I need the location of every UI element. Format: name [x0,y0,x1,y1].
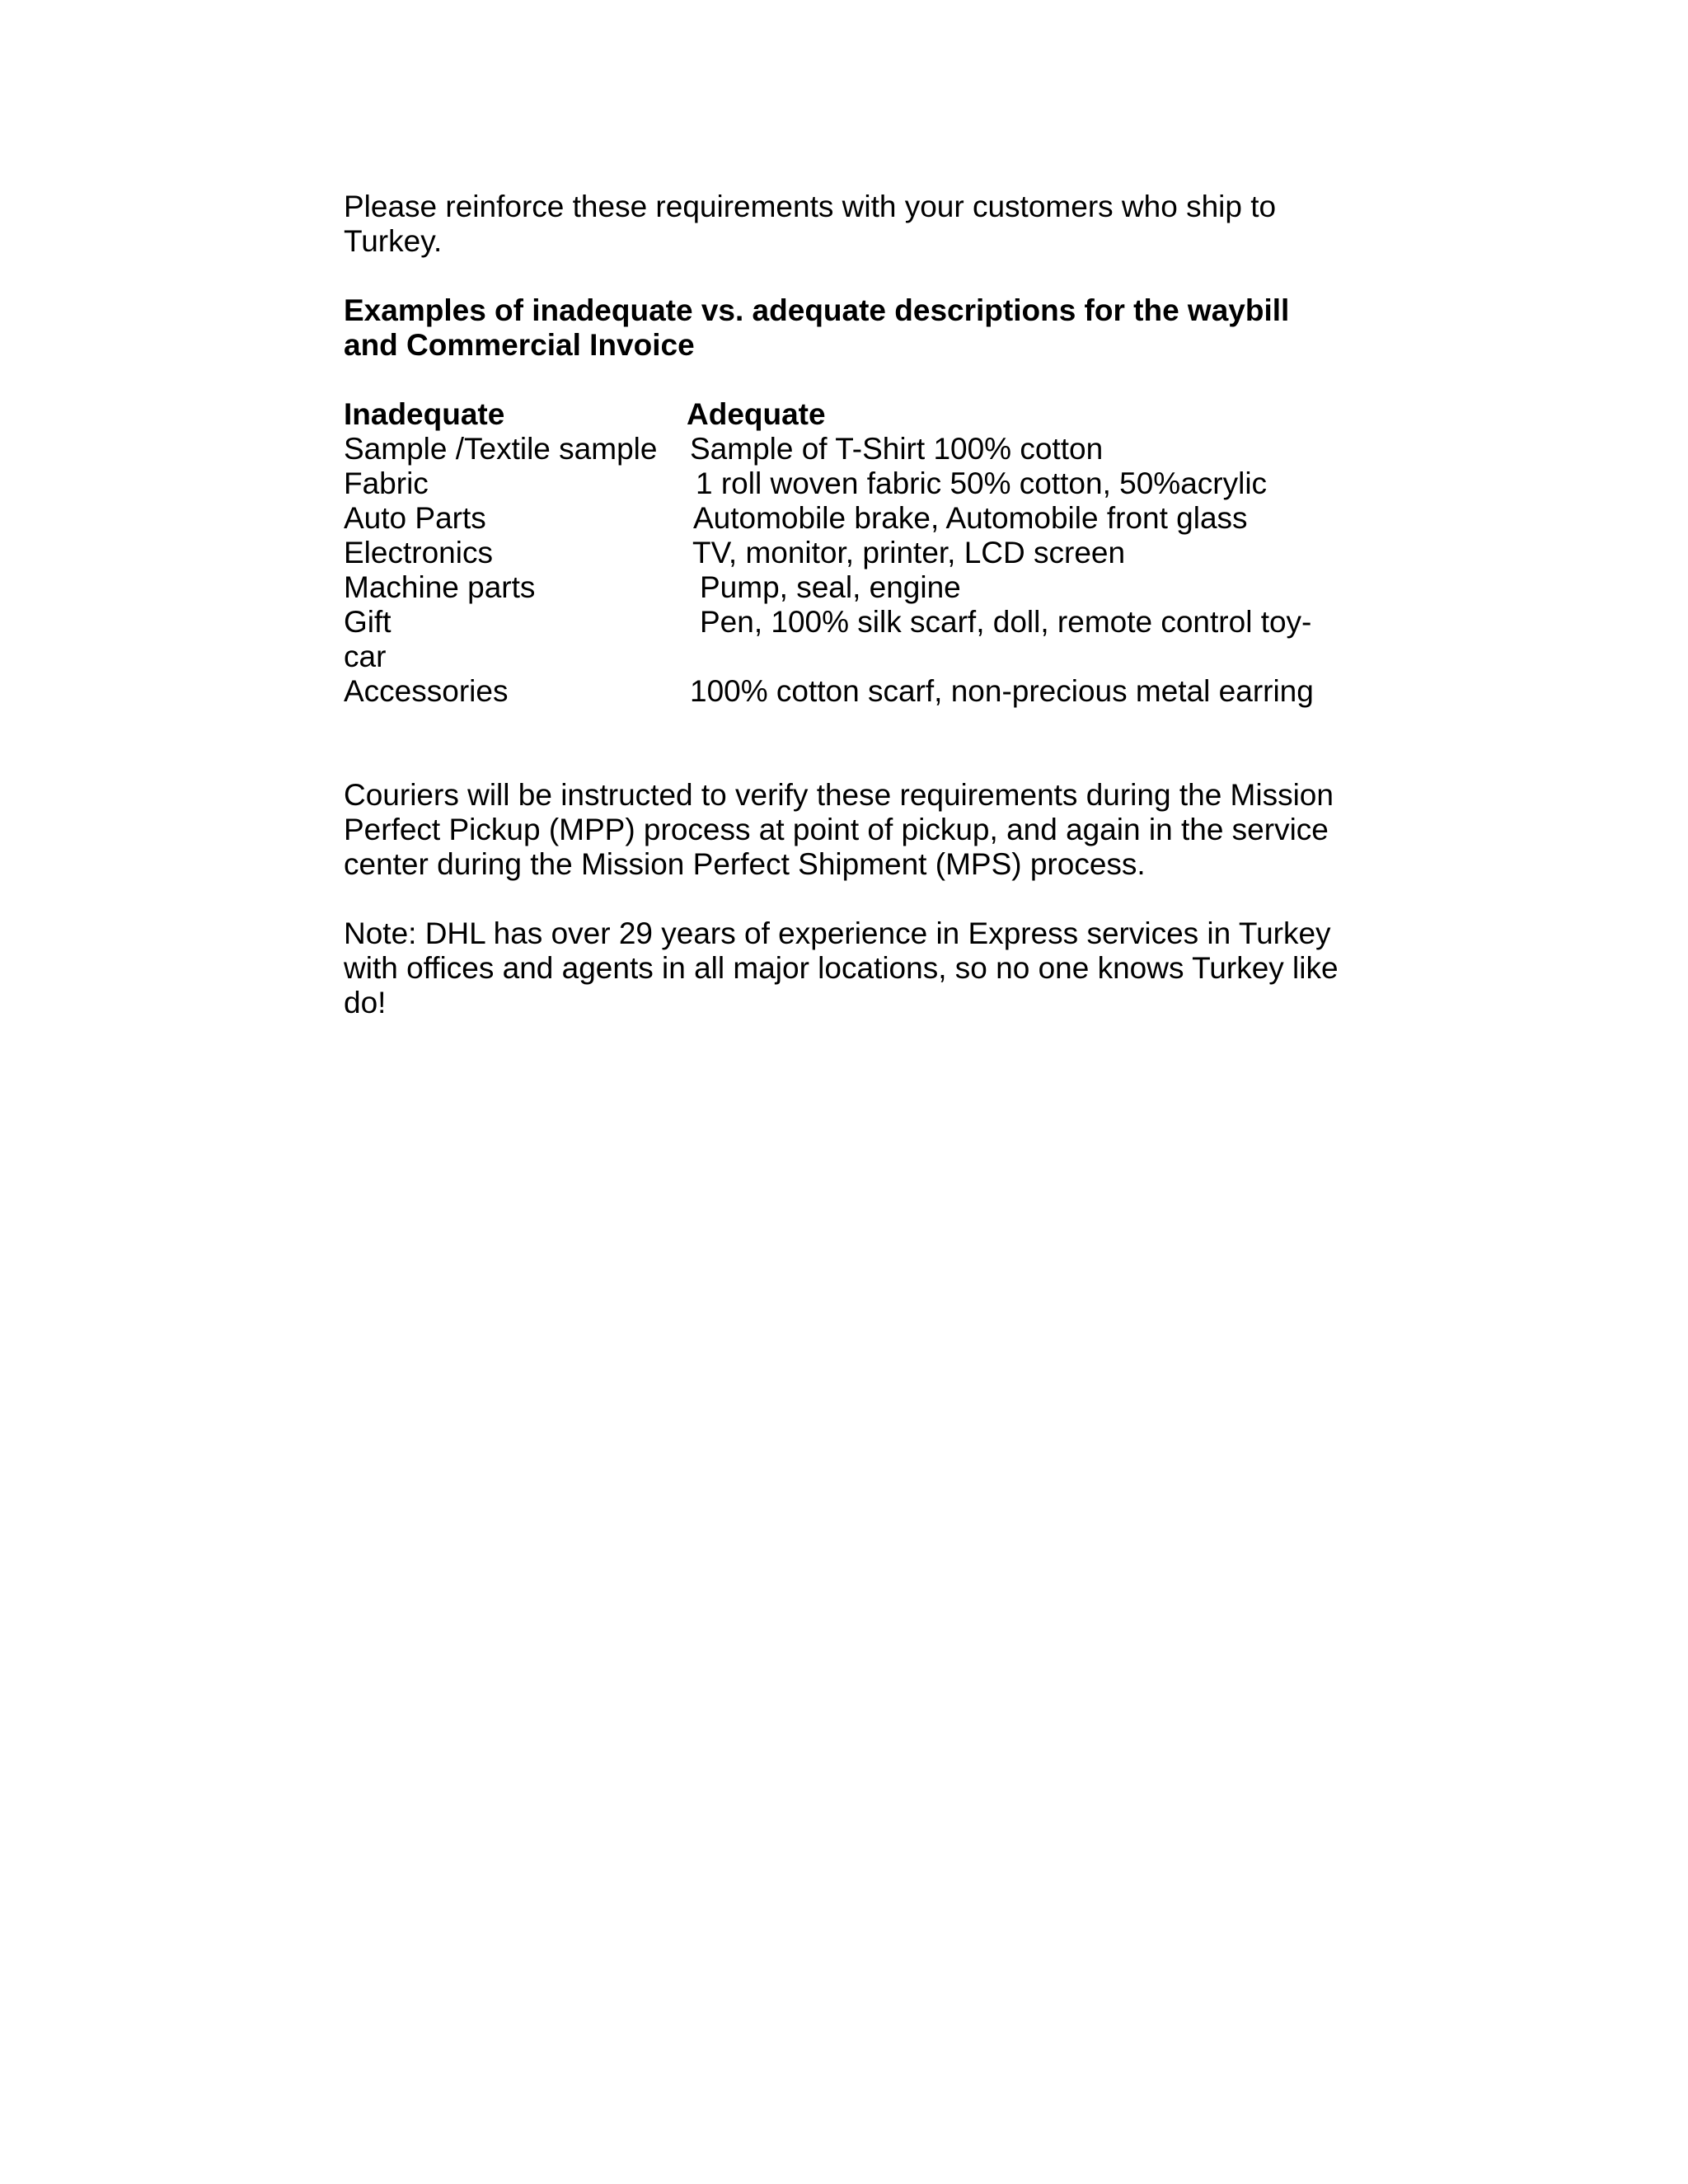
table-row [344,674,1366,709]
inadequate-cell: car [344,640,387,673]
note-paragraph [344,916,1366,1020]
note-line-2: with offices and agents in all major locations, so no one knows Turkey like [344,951,1339,985]
inadequate-cell: Fabric [344,466,429,500]
table-row [344,501,1366,536]
inadequate-cell: Auto Parts [344,501,486,535]
adequate-column-header: Adequate [687,397,826,431]
couriers-line-1: Couriers will be instructed to verify these requirements during the Mission [344,778,1334,812]
adequate-cell: 1 roll woven fabric 50% cotton, 50%acrylic [696,466,1268,500]
examples-heading [344,293,1366,363]
table-row [344,432,1366,466]
inadequate-column-header: Inadequate [344,397,505,431]
table-row [344,536,1366,570]
inadequate-cell: Sample /Textile sample [344,432,658,466]
intro-paragraph [344,190,1366,259]
table-header-row [344,397,1366,432]
adequate-cell: Automobile brake, Automobile front glass [693,501,1248,535]
table-row [344,570,1366,605]
note-line-3: do! [344,986,387,1019]
adequate-cell: TV, monitor, printer, LCD screen [692,536,1126,569]
couriers-line-2: Perfect Pickup (MPP) process at point of pickup, and again in the service [344,813,1329,846]
inadequate-cell: Gift [344,605,392,639]
table-row [344,466,1366,501]
examples-heading-line-1: Examples of inadequate vs. adequate descriptions for the waybill [344,293,1290,327]
examples-table [344,397,1366,709]
couriers-paragraph [344,778,1366,882]
intro-line-2: Turkey. [344,224,443,258]
table-row [344,640,1366,674]
adequate-cell: Pen, 100% silk scarf, doll, remote control toy- [700,605,1312,639]
intro-line-1: Please reinforce these requirements with your customers who ship to [344,190,1277,223]
adequate-cell: Pump, seal, engine [700,570,961,604]
examples-heading-line-2: and Commercial Invoice [344,328,695,362]
couriers-line-3: center during the Mission Perfect Shipment (MPS) process. [344,847,1146,881]
inadequate-cell: Accessories [344,674,509,708]
adequate-cell: 100% cotton scarf, non-precious metal earring [690,674,1314,708]
document-page [344,190,1366,1020]
inadequate-cell: Machine parts [344,570,536,604]
table-row [344,605,1366,640]
note-line-1: Note: DHL has over 29 years of experience in Express services in Turkey [344,916,1331,950]
adequate-cell: Sample of T-Shirt 100% cotton [690,432,1104,466]
inadequate-cell: Electronics [344,536,493,569]
